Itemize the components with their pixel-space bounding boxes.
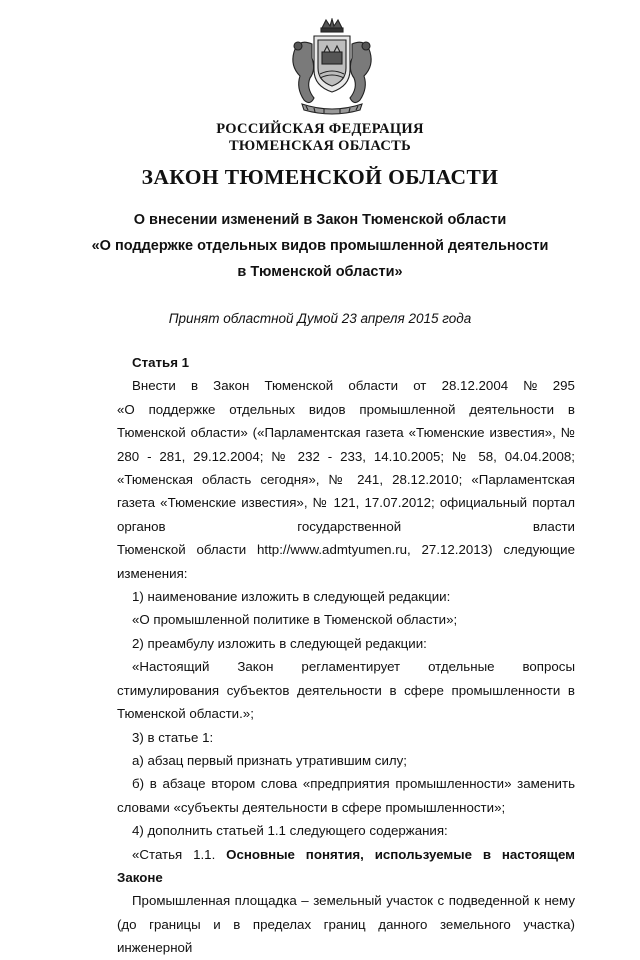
item-3a: а) абзац первый признать утратившим силу; [132,752,407,768]
intro-word: № [523,378,538,394]
intro-word: от [413,378,427,394]
item-1-text: «О промышленной политике в Тюменской области»; [132,612,458,628]
intro-word: следующие [503,542,575,558]
subtitle-line-1: О внесении изменений в Закон Тюменской области [133,212,507,228]
intro-word: в [190,378,199,394]
intro-word: области [196,542,247,558]
intro-word: области [348,378,399,394]
item-1: 1) наименование изложить в следующей редакции: [132,589,451,605]
definition-paragraph: Промышленная площадка – земельный участок с подведенной к нему (до границы и в пределах границ данного земельного участка) инженерной [117,893,575,956]
law-title: ЗАКОН ТЮМЕНСКОЙ ОБЛАСТИ [141,165,499,189]
intro-word: Закон [213,378,250,394]
subtitle-line-2: «О поддержке отдельных видов промышленной деятельности [91,238,549,254]
region-heading: ТЮМЕНСКАЯ ОБЛАСТЬ [228,138,412,154]
intro-paragraph: «О поддержке отдельных видов промышленной деятельности в Тюменской области» («Парламентская газета «Тюменские известия», № 280 - 281, 29.12.2004; № 232 - 233, 14.10.2005; № 58, 04.04.2008; «Тюменская область сегодня», № 241, 28.12.2010; «Парламентская газета «Тюменские известия», № 121, 17.07.2012; официальный портал органов государственной власти [117,401,575,534]
intro-word: 295 [552,378,575,394]
item-3: 3) в статье 1: [132,729,214,745]
intro-word: Тюменской [117,542,186,558]
article-1-1-heading [117,843,575,890]
intro-word: http://www.admtyumen.ru, [257,542,411,558]
intro-first-line [117,374,575,397]
article-1-heading: Статья 1 [132,355,190,370]
adoption-note: Принят областной Думой 23 апреля 2015 года [168,311,472,326]
intro-word: 28.12.2004 [441,378,509,394]
intro-end: изменения: [117,565,188,581]
country-heading: РОССИЙСКАЯ ФЕДЕРАЦИЯ [216,121,424,137]
law-body [117,351,575,960]
article-1-1-prefix: «Статья 1.1. [132,846,227,862]
intro-last-line [117,538,575,561]
item-4: 4) дополнить статьей 1.1 следующего содержания: [132,823,448,839]
item-2: 2) преамбулу изложить в следующей редакции: [132,635,427,651]
intro-word: 27.12.2013) [421,542,493,558]
coat-of-arms-emblem [284,18,380,116]
law-subtitle [0,207,640,285]
item-2-text: «Настоящий Закон регламентирует отдельные вопросы стимулирования субъектов деятельности в сфере промышленности в Тюменской области.»; [117,659,575,722]
subtitle-line-3: в Тюменской области» [237,264,403,280]
item-3b: б) в абзаце втором слова «предприятия промышленности» заменить словами «субъекты деятельности в сфере промышленности»; [117,776,575,815]
intro-word: Тюменской [264,378,334,394]
intro-word: Внести [132,378,176,394]
article-1-1-title: Основные понятия, используемые в настоящем Законе [117,846,576,885]
